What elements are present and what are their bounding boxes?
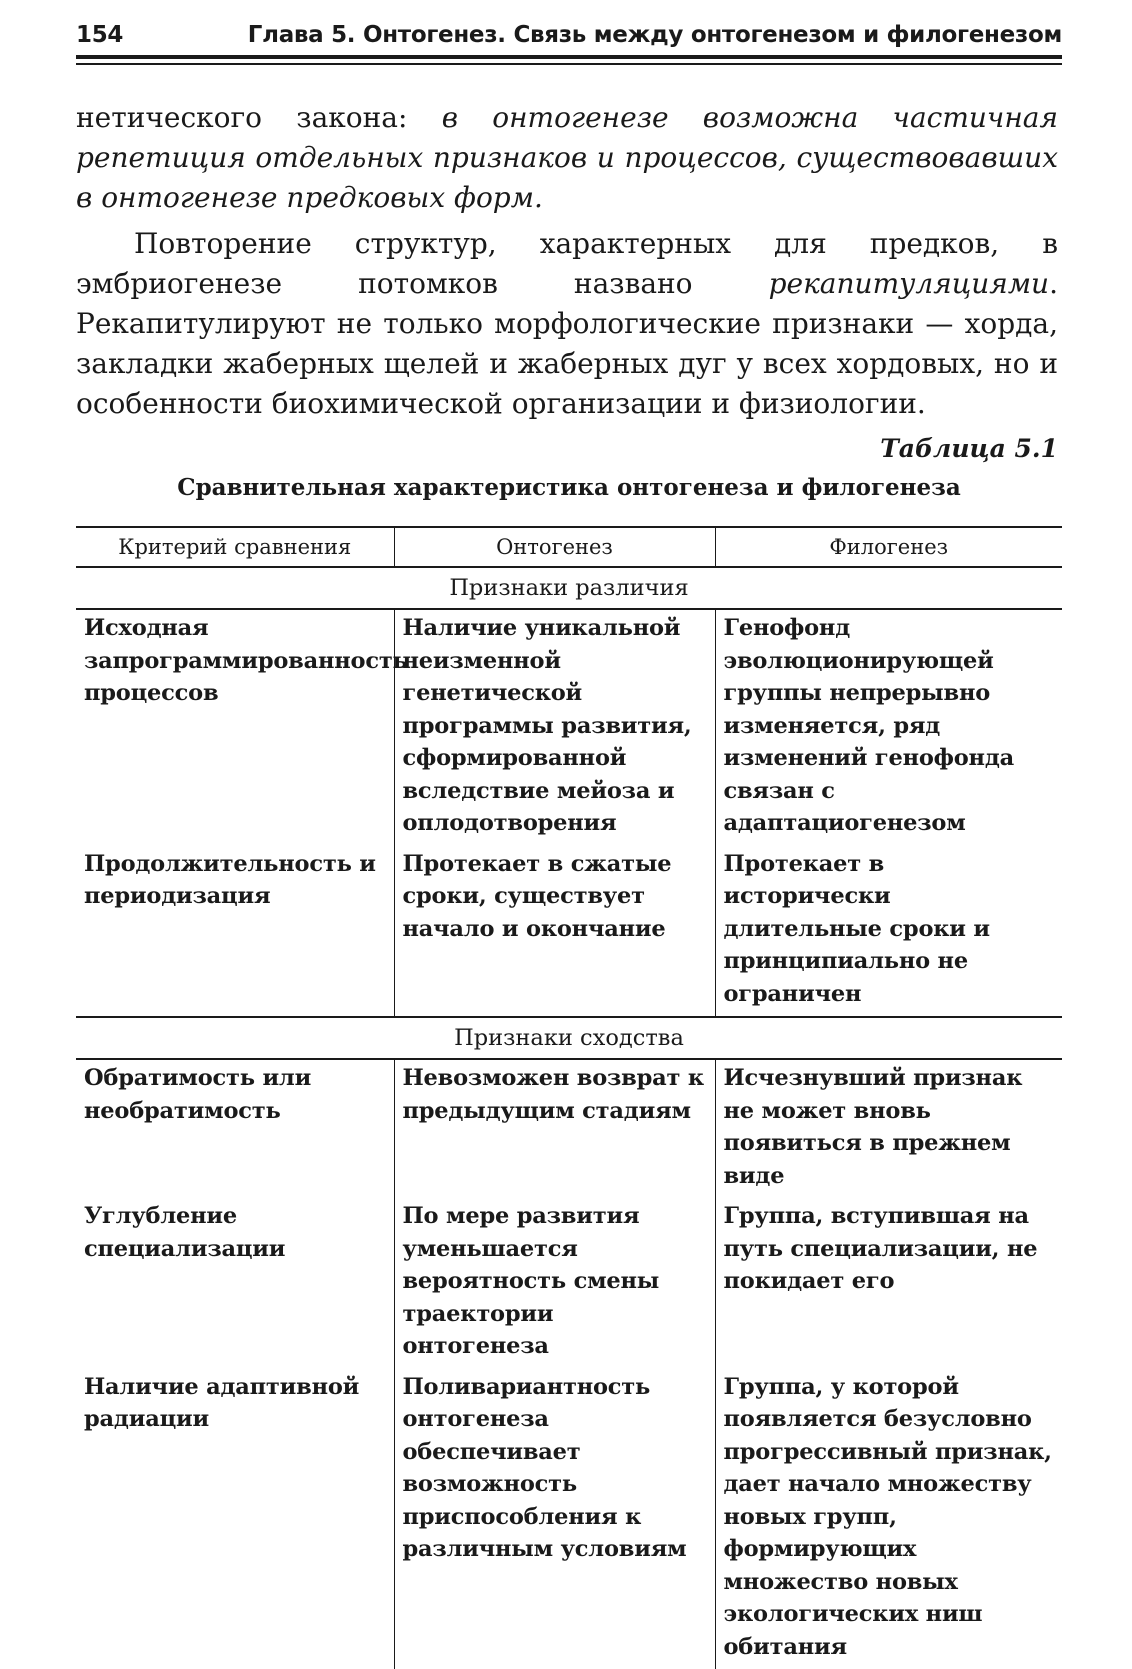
table-header-row [76,527,1062,567]
table-number: Таблица 5.1 [880,434,1058,463]
section-row-similarities [76,1017,1062,1059]
paragraph-2-end: . Рекапитулируют не только морфологические признаки — хорда, закладки жаберных щелей и жаберных дуг у всех хордовых, но и особенности биохимической организации и физиологии. [76,267,1058,420]
table-row [76,1198,1062,1369]
cell-phylogenesis: Протекает в исторически длительные сроки и принципиально не ограничен [715,846,1062,1018]
cell-criterion: Углубление специализации [76,1198,394,1369]
cell-ontogenesis: По мере развития уменьшается вероятность смены траектории онтогенеза [394,1198,715,1369]
paragraph-1-plain: нетического закона: [76,101,442,134]
table-row [76,1059,1062,1198]
table-row [76,609,1062,846]
cell-ontogenesis: Наличие уникальной неизменной генетической программы развития, сформированной вследствие мейоза и оплодотворения [394,609,715,846]
cell-phylogenesis: Группа, у которой появляется безусловно прогрессивный признак, дает начало множеству новых групп, формирующих множество новых экологических ниш обитания [715,1369,1062,1669]
section-title-similarities: Признаки сходства [76,1017,1062,1059]
cell-phylogenesis: Исчезнувший признак не может вновь появиться в прежнем виде [715,1059,1062,1198]
paragraph-2 [76,224,1058,424]
chapter-title: Глава 5. Онтогенез. Связь между онтогенезом и филогенезом [248,22,1062,48]
comparison-table [76,526,1062,1669]
page-number: 154 [76,22,123,48]
table-row [76,1369,1062,1669]
cell-ontogenesis: Протекает в сжатые сроки, существует начало и окончание [394,846,715,1018]
cell-ontogenesis: Невозможен возврат к предыдущим стадиям [394,1059,715,1198]
section-title-differences: Признаки различия [76,567,1062,609]
cell-phylogenesis: Группа, вступившая на путь специализации, не покидает его [715,1198,1062,1369]
column-header-phylogenesis: Филогенез [715,527,1062,567]
cell-phylogenesis: Генофонд эволюционирующей группы непрерывно изменяется, ряд изменений генофонда связан с адаптациогенезом [715,609,1062,846]
column-header-ontogenesis: Онтогенез [394,527,715,567]
header-rule-thick [76,55,1062,59]
cell-criterion: Исходная запрограммированность процессов [76,609,394,846]
paragraph-1-italic: в онтогенезе возможна частичная репетиция отдельных признаков и процессов, существовавших в онтогенезе предковых форм. [76,101,1058,214]
cell-ontogenesis: Поливариантность онтогенеза обеспечивает возможность приспособления к различным условиям [394,1369,715,1669]
cell-criterion: Наличие адаптивной радиации [76,1369,394,1669]
running-header [76,18,1062,54]
table-row [76,846,1062,1018]
header-rule-thin [76,63,1062,65]
table-title: Сравнительная характеристика онтогенеза и филогенеза [76,474,1062,501]
paragraph-2-start: Повторение структур, характерных для предков, в эмбриогенезе потомков названо [76,227,1058,300]
paragraph-1 [76,98,1058,218]
column-header-criterion: Критерий сравнения [76,527,394,567]
body-text [76,98,1058,424]
paragraph-2-italic-term: рекапитуляциями [769,267,1050,300]
cell-criterion: Обратимость или необратимость [76,1059,394,1198]
section-row-differences [76,567,1062,609]
cell-criterion: Продолжительность и периодизация [76,846,394,1018]
